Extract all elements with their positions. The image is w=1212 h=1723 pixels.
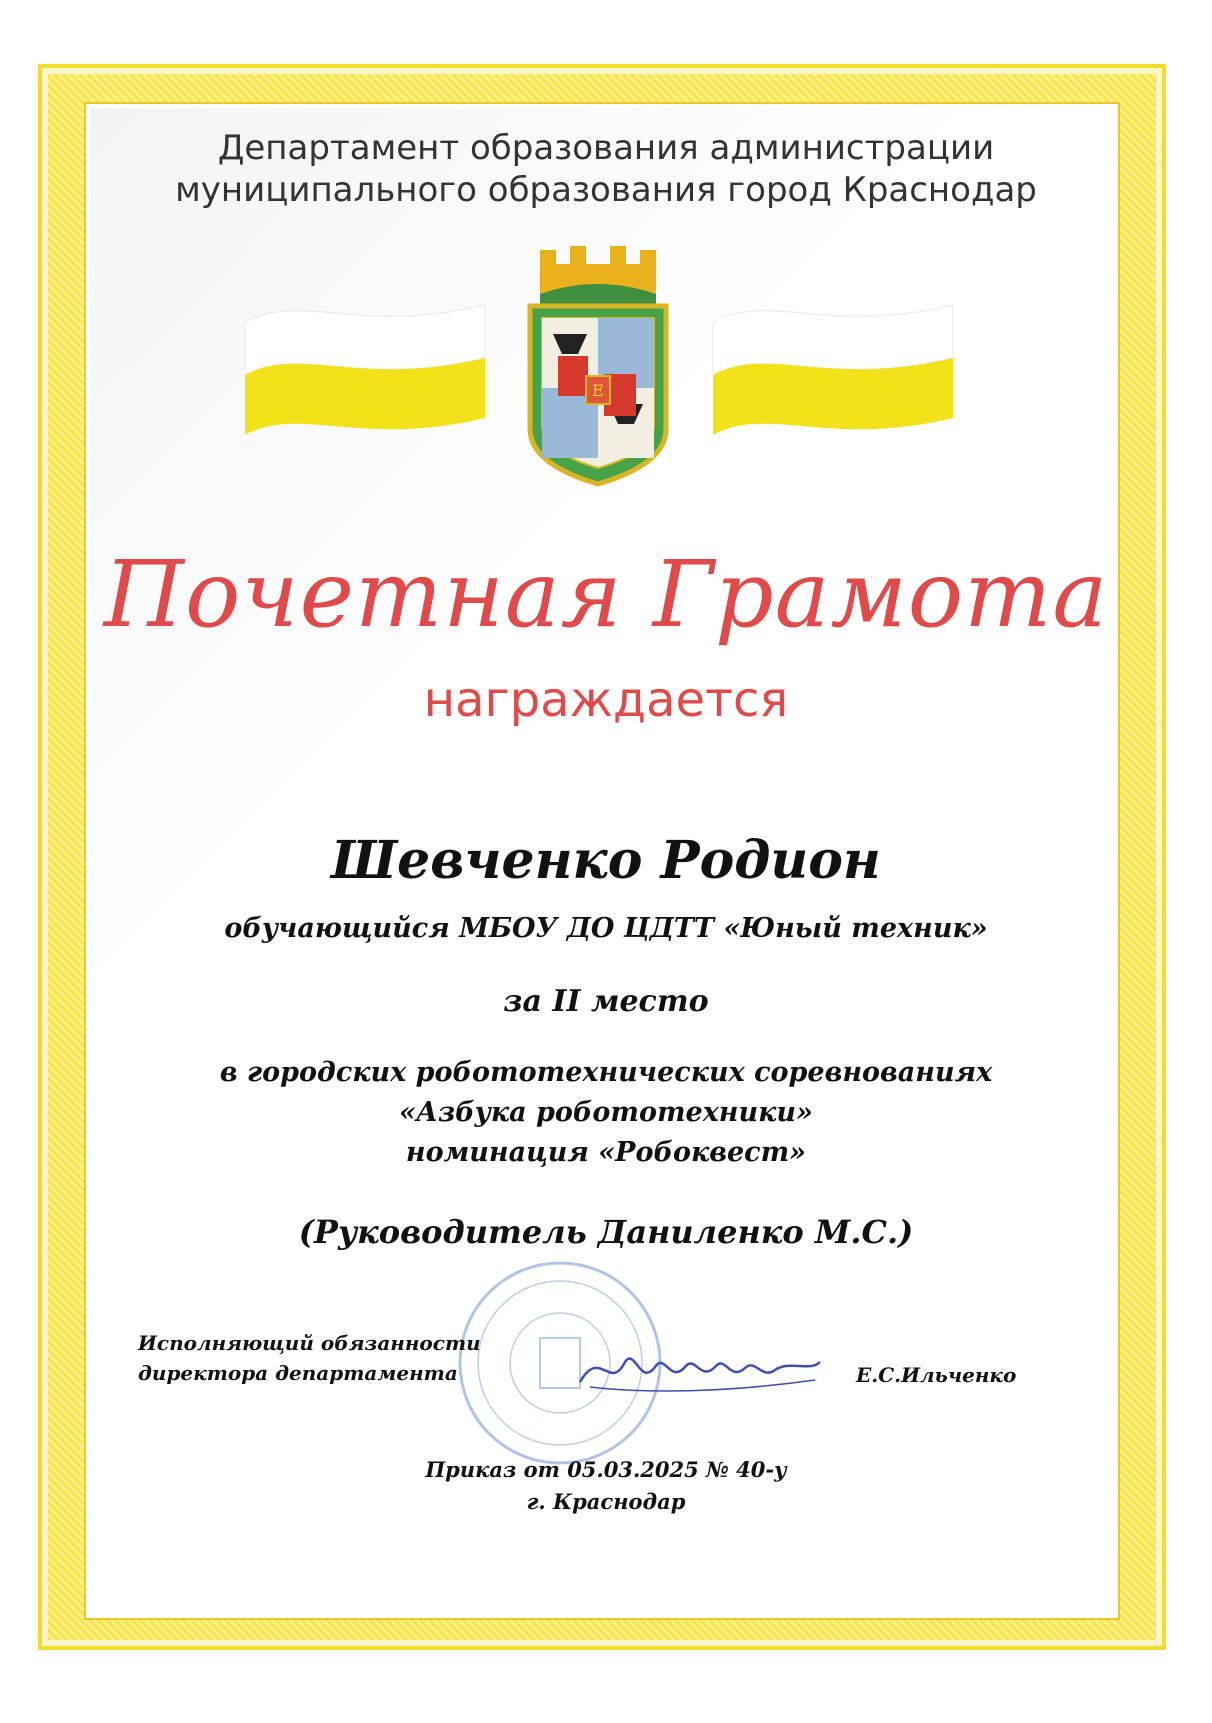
signatory-position-line-1: Исполняющий обязанности <box>138 1331 481 1355</box>
signatory-name: Е.С.Ильченко <box>856 1363 1017 1387</box>
department-line-2: муниципального образования город Краснодар <box>175 170 1037 210</box>
svg-text:Е: Е <box>592 381 604 400</box>
department-line-1: Департамент образования администрации <box>217 128 995 168</box>
handwritten-signature <box>570 1342 830 1402</box>
leader-line: (Руководитель Даниленко М.С.) <box>298 1213 914 1251</box>
right-flag-icon <box>708 300 958 450</box>
recipient-affiliation: обучающийся МБОУ ДО ЦДТТ «Юный техник» <box>224 913 988 944</box>
krasnodar-coat-of-arms-icon <box>518 244 678 494</box>
awarded-label: награждается <box>423 672 789 728</box>
certificate-title: Почетная Грамота <box>103 541 1109 648</box>
signatory-position-line-2: директора департамента <box>138 1361 458 1385</box>
order-reference: Приказ от 05.03.2025 № 40-у <box>425 1457 787 1482</box>
left-flag-icon <box>240 300 490 450</box>
issue-city: г. Краснодар <box>526 1489 686 1514</box>
competition-line-1: в городских робототехнических соревнованиях <box>219 1057 993 1088</box>
competition-line-2: «Азбука робототехники» <box>399 1097 813 1128</box>
recipient-name: Шевченко Родион <box>331 830 881 891</box>
competition-line-3: номинация «Робоквест» <box>405 1137 807 1168</box>
achievement-place: за II место <box>503 984 709 1019</box>
